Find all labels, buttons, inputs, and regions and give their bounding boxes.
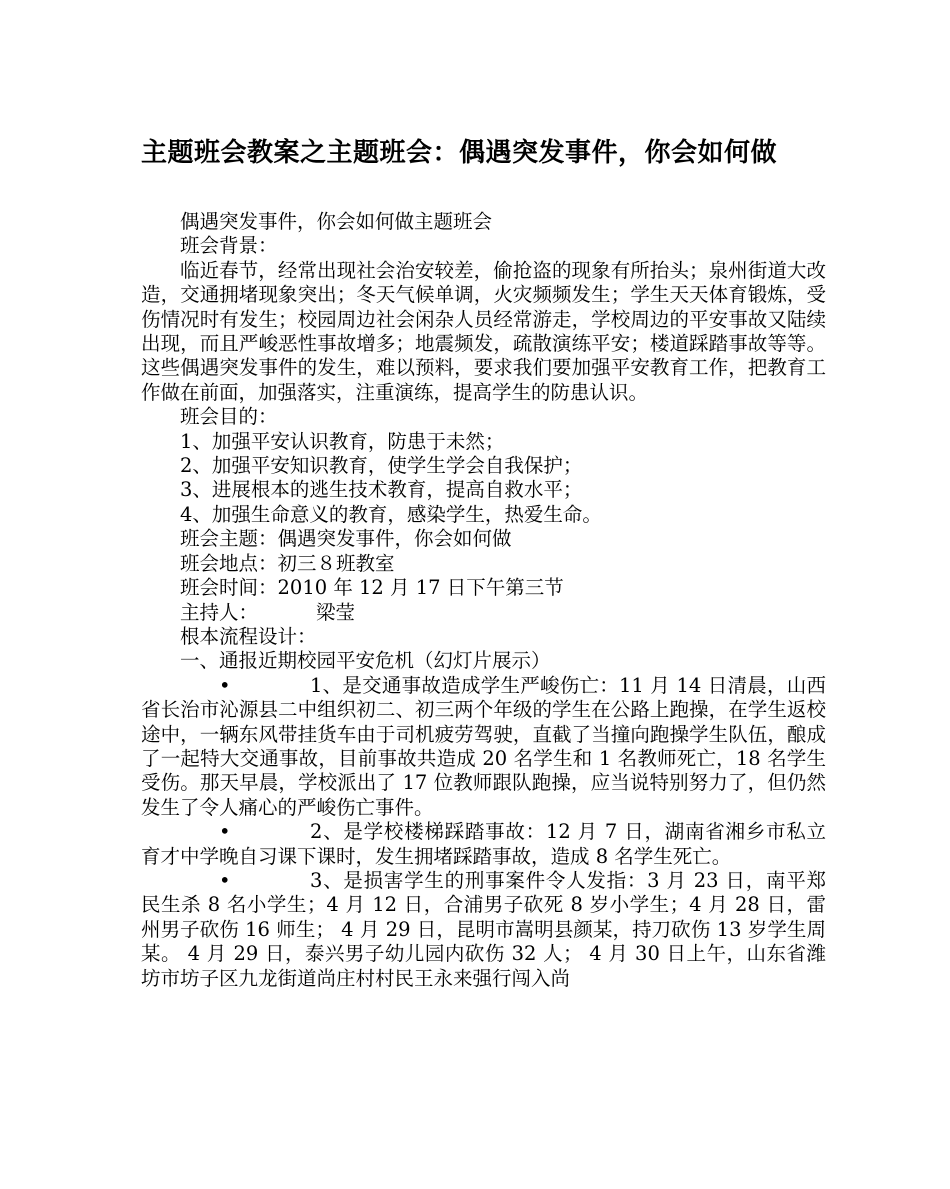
background-label: 班会背景： [180,234,278,258]
bullet-icon: • [219,868,231,892]
host-name: 梁莹 [316,600,356,624]
goal-item: 4、加强生命意义的教育，感染学生，热爱生命。 [180,502,602,526]
incident-text: 2、是学校楼梯踩踏事故：12 月 7 日，湖南省湘乡市私立育才中学晚自习课下课时，发生拥堵踩踏事故，造成 8 名学生死亡。 [141,820,826,868]
flow-label: 根本流程设计： [180,624,317,648]
document-body [141,210,826,991]
goal-item: 2、加强平安知识教育，使学生学会自我保护； [180,454,583,478]
section-heading: 一、通报近期校园平安危机（幻灯片展示） [180,649,551,673]
host-label: 主持人： [180,600,259,624]
incident-paragraph [141,869,826,991]
theme-line: 班会主题：偶遇突发事件，你会如何做 [180,527,512,551]
document-title: 主题班会教案之主题班会：偶遇突发事件，你会如何做 [141,138,778,168]
goal-item: 3、进展根本的逃生技术教育，提高自救水平； [180,478,583,502]
bullet-icon: • [219,820,231,844]
incident-paragraph [141,820,826,869]
incident-paragraph [141,674,826,820]
incident-text: 3、是损害学生的刑事案件令人发指：3 月 23 日，南平郑民生杀 8 名小学生；4 月 12 日，合浦男子砍死 8 岁小学生；4 月 28 日，雷州男子砍伤 16 师生； 4 月 29 日，昆明市嵩明县颜某，持刀砍伤 13 岁学生周某。 4 月 29 日，泰兴男子幼儿园内砍伤 32 人； 4 月 30 日上午，山东省潍坊市坊子区九龙街道尚庄村村民王永来强行闯入尚 [141,868,826,990]
location-line: 班会地点：初三８班教室 [180,551,395,575]
subtitle-line: 偶遇突发事件，你会如何做主题班会 [180,210,493,233]
host-line [141,601,826,625]
goal-label: 班会目的： [180,405,278,429]
time-line: 班会时间：2010 年 12 月 17 日下午第三节 [180,576,564,600]
bullet-icon: • [219,673,231,697]
incident-text: 1、是交通事故造成学生严峻伤亡：11 月 14 日清晨，山西省长治市沁源县二中组织初二、初三两个年级的学生在公路上跑操，在学生返校途中，一辆东风带挂货车由于司机疲劳驾驶，直截了当撞向跑操学生队伍，酿成了一起特大交通事故，目前事故共造成 20 名学生和 1 名教师死亡，18 名学生受伤。那天早晨，学校派出了 17 位教师跟队跑操，应当说特别努力了，但仍然发生了令人痛心的严峻伤亡事件。 [141,673,826,819]
background-paragraph: 临近春节，经常出现社会治安较差，偷抢盗的现象有所抬头；泉州街道大改造，交通拥堵现象突出；冬天气候单调，火灾频频发生；学生天天体育锻炼，受伤情况时有发生；校园周边社会闲杂人员经常游走，学校周边的平安事故又陆续出现，而且严峻恶性事故增多；地震频发，疏散演练平安；楼道踩踏事故等等。这些偶遇突发事件的发生，难以预料，要求我们要加强平安教育工作，把教育工作做在前面，加强落实，注重演练，提高学生的防患认识。 [141,258,826,404]
goal-item: 1、加强平安认识教育，防患于未然； [180,429,505,453]
